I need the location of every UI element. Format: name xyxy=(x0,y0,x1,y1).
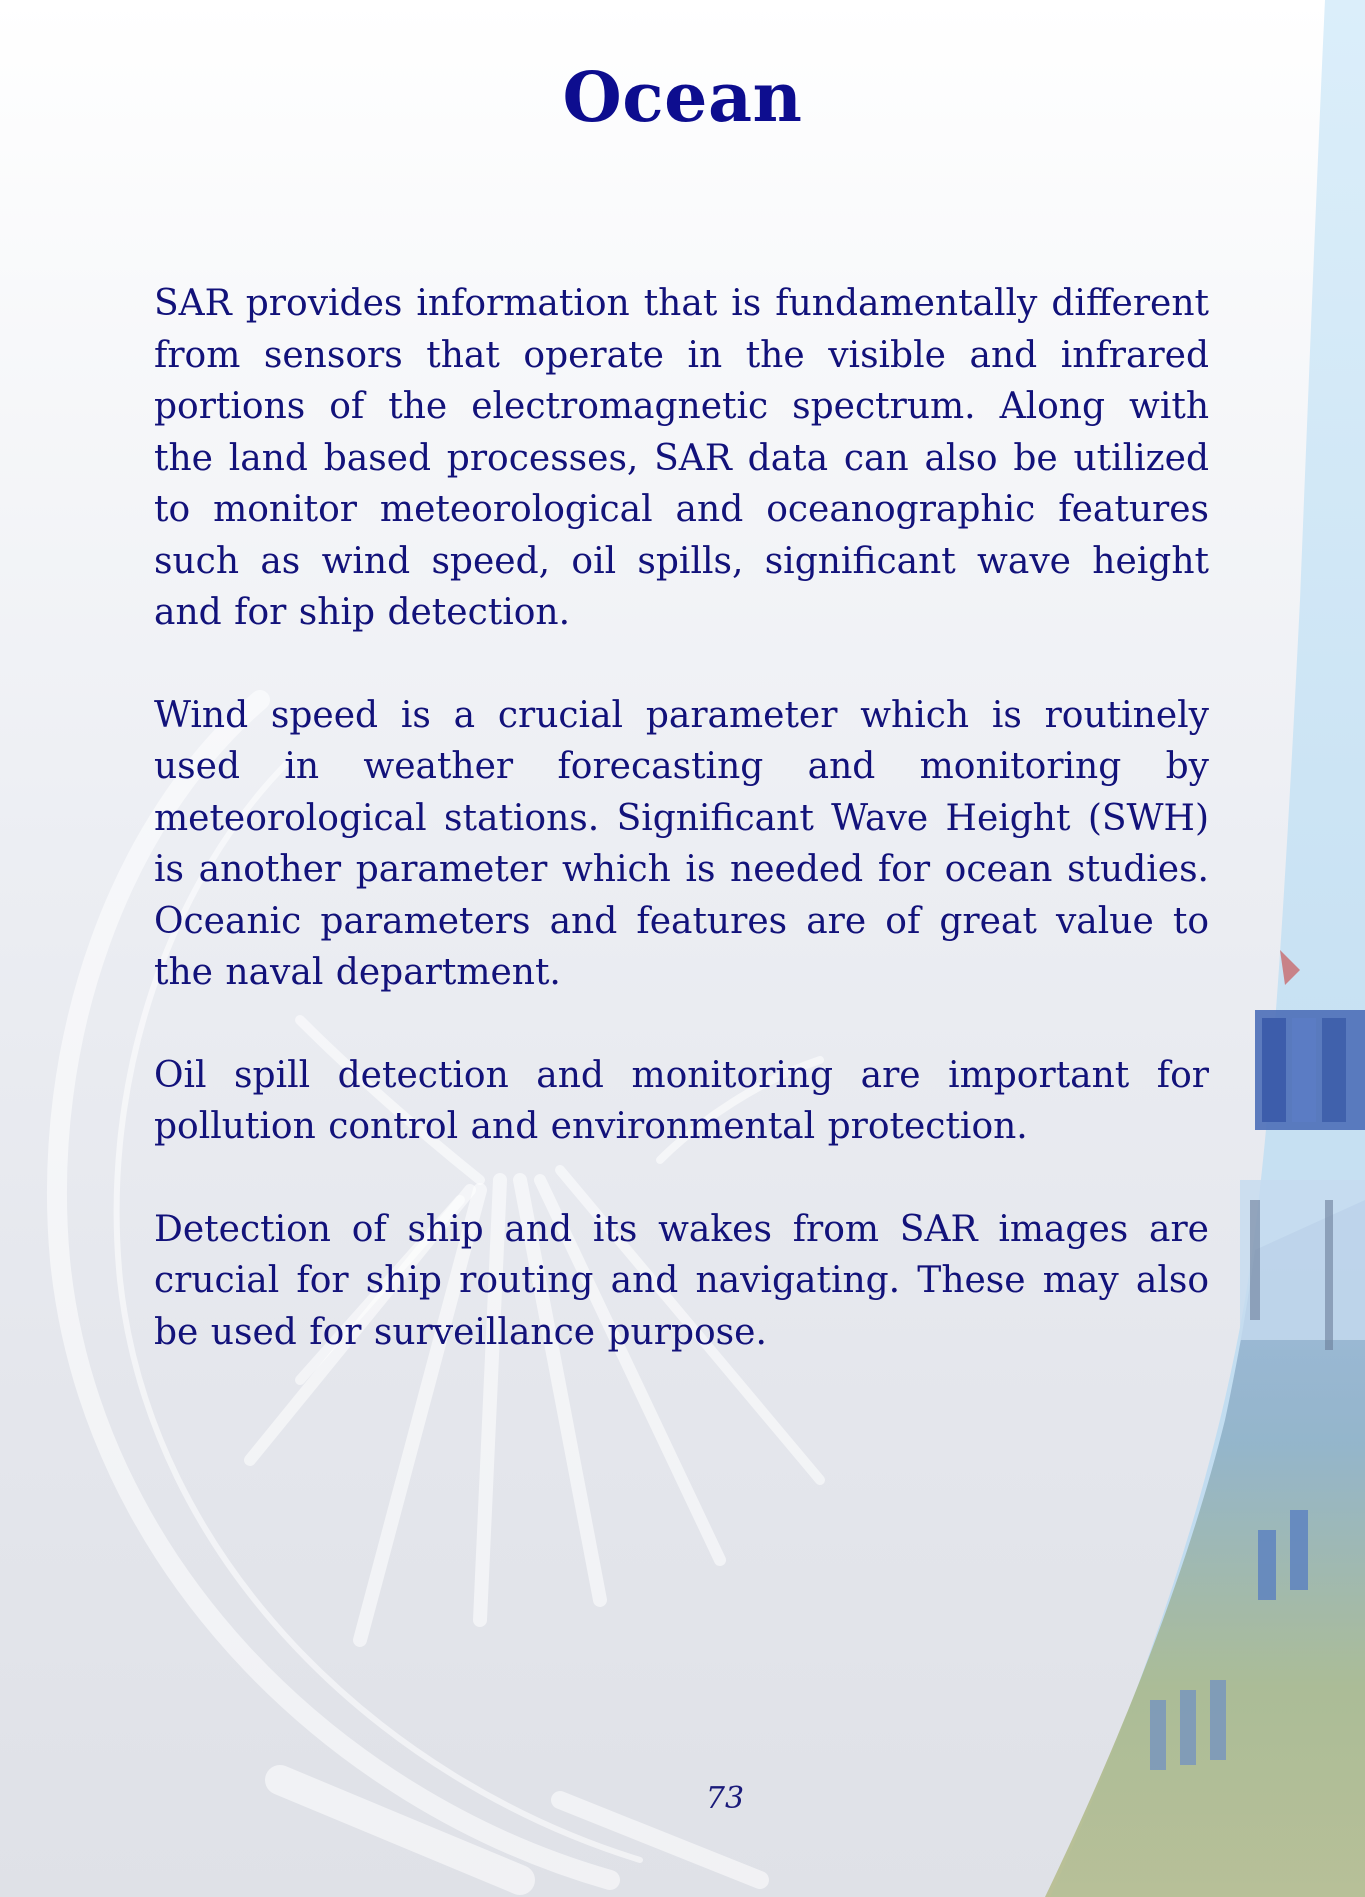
page-number: 73 xyxy=(705,1781,745,1816)
paragraph-oil-spill: Oil spill detection and monitoring are important for pollution control and environmental protection. xyxy=(154,1054,1209,1147)
body-text xyxy=(154,278,1209,1409)
paragraph-sar-overview: SAR provides information that is fundamentally different from sensors that operate in the visible and infrared portions of the electromagnetic spectrum. Along with the land based processes, SAR data can also be utilized to monitor meteorological and oceanographic features such as wind speed, oil spills, significant wave height and for ship detection. xyxy=(154,283,1209,633)
page-title: Ocean xyxy=(562,58,803,138)
paragraph-ship-detection: Detection of ship and its wakes from SAR images are crucial for ship routing and navigating. These may also be used for surveillance purpose. xyxy=(154,1208,1209,1353)
paragraph-wind-speed: Wind speed is a crucial parameter which is routinely used in weather forecasting and monitoring by meteorological stations. Significant Wave Height (SWH) is another parameter which is needed for ocean studies. Oceanic parameters and features are of great value to the naval department. xyxy=(154,694,1209,993)
